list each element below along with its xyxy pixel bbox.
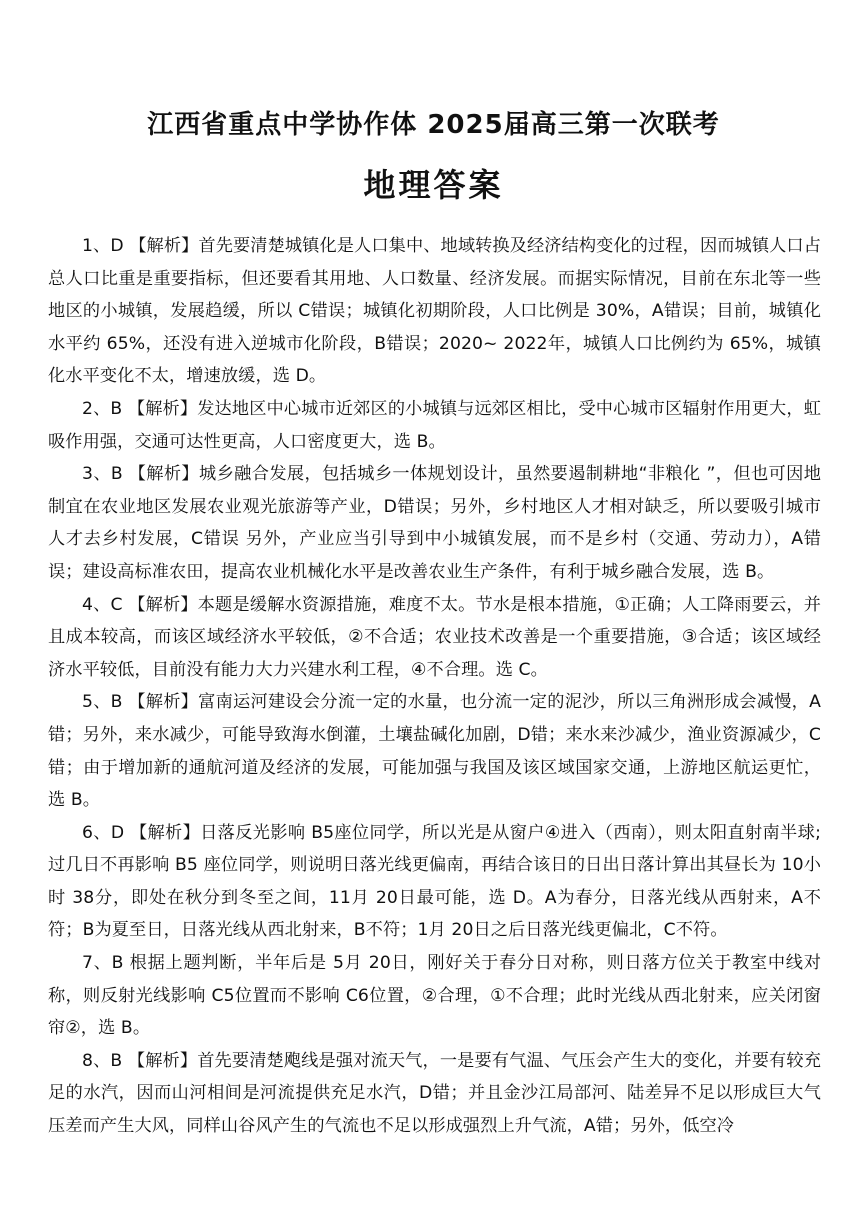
answer-item-2: 2、B 【解析】发达地区中心城市近郊区的小城镇与远郊区相比，受中心城市区辐射作用更大，虹吸作用强，交通可达性更高，人口密度更大，选 B。 <box>48 398 821 452</box>
answer-item-1: 1、D 【解析】首先要清楚城镇化是人口集中、地域转换及经济结构变化的过程，因而城镇人口占总人口比重是重要指标，但还要看其用地、人口数量、经济发展。而据实际情况，目前在东北等一些地区的小城镇，发展趋缓，所以 C错误；城镇化初期阶段，人口比例是 30%，A错误；目前，城镇化水平约 65%，还没有进入逆城市化阶段，B错误；2020~ 2022年，城镇人口比例约为 65%，城镇化水平变化不太，增速放缓，选 D。 <box>48 236 821 387</box>
answer-item-5: 5、B 【解析】富南运河建设会分流一定的水量，也分流一定的泥沙，所以三角洲形成会减慢，A错；另外，来水减少，可能导致海水倒灌，土壤盐碱化加剧，D错；来水来沙减少，渔业资源减少，C错；由于增加新的通航河道及经济的发展，可能加强与我国及该区域国家交通，上游地区航运更忙，选 B。 <box>48 692 821 811</box>
answer-item-8: 8、B 【解析】首先要清楚飑线是强对流天气，一是要有气温、气压会产生大的变化，并要有较充足的水汽，因而山河相间是河流提供充足水汽，D错；并且金沙江局部河、陆差异不足以形成巨大气压差而产生大风，同样山谷风产生的气流也不足以形成强烈上升气流，A错；另外，低空冷 <box>48 1050 821 1137</box>
page-subtitle: 地理答案 <box>363 166 504 204</box>
answer-list <box>48 230 821 1143</box>
answer-item-4: 4、C 【解析】本题是缓解水资源措施，难度不太。节水是根本措施，①正确；人工降雨要云，并且成本较高，而该区域经济水平较低，②不合适；农业技术改善是一个重要措施，③合适；该区域经济水平较低，目前没有能力大力兴建水利工程，④不合理。选 C。 <box>48 594 821 680</box>
page-title: 江西省重点中学协作体 2025届高三第一次联考 <box>147 110 720 140</box>
answer-item-6: 6、D 【解析】日落反光影响 B5座位同学，所以光是从窗户④进入（西南），则太阳直射南半球; 过几日不再影响 B5 座位同学，则说明日落光线更偏南，再结合该日的日出日落计算出其昼长为 10小时 38分，即处在秋分到冬至之间，11月 20日最可能，选 D。A为春分，日落光线从西射来，A不符；B为夏至日，日落光线从西北射来，B不符；1月 20日之后日落光线更偏北，C不符。 <box>48 822 821 941</box>
answer-item-7: 7、B 根据上题判断，半年后是 5月 20日，刚好关于春分日对称，则日落方位关于教室中线对称，则反射光线影响 C5位置而不影响 C6位置，②合理，①不合理；此时光线从西北射来，应关闭窗帘②，选 B。 <box>48 953 821 1039</box>
answer-item-3: 3、B 【解析】城乡融合发展，包括城乡一体规划设计，虽然要遏制耕地“非粮化 ”，但也可因地制宜在农业地区发展农业观光旅游等产业，D错误；另外，乡村地区人才相对缺乏，所以要吸引城市人才去乡村发展，C错误 另外，产业应当引导到中小城镇发展，而不是乡村（交通、劳动力），A错误；建设高标准农田，提高农业机械化水平是改善农业生产条件，有利于城乡融合发展，选 B。 <box>48 464 821 582</box>
